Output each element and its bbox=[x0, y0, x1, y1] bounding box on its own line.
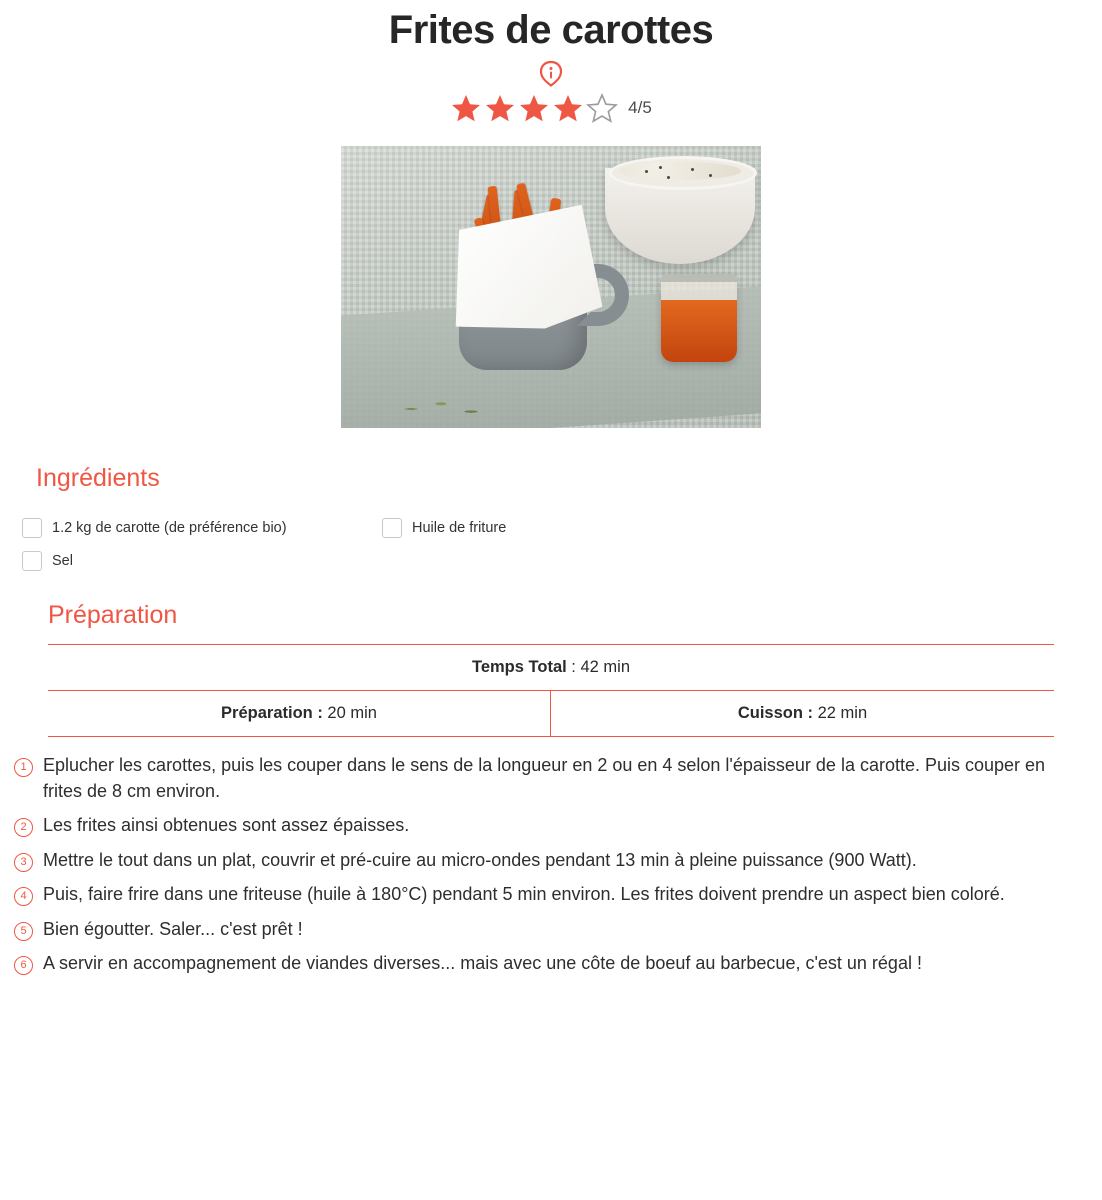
ingredient-label: Huile de friture bbox=[412, 519, 507, 536]
cook-time-value: 22 min bbox=[817, 704, 868, 722]
step-number: 1 bbox=[14, 758, 33, 777]
info-row bbox=[0, 60, 1102, 90]
ingredient-item[interactable] bbox=[22, 551, 382, 571]
step-item bbox=[14, 813, 1068, 839]
recipe-image bbox=[341, 146, 761, 428]
image-jar bbox=[661, 274, 737, 362]
star-icon-2[interactable] bbox=[484, 92, 516, 124]
preparation-heading: Préparation bbox=[48, 601, 178, 629]
step-text: Puis, faire frire dans une friteuse (huile à 180°C) pendant 5 min environ. Les frites doivent prendre un aspect bien coloré. bbox=[43, 884, 1005, 905]
rating[interactable] bbox=[0, 92, 1102, 124]
ingredient-item[interactable] bbox=[382, 518, 642, 538]
ingredient-checkbox[interactable] bbox=[22, 551, 42, 571]
step-text: Bien égoutter. Saler... c'est prêt ! bbox=[43, 918, 303, 939]
step-text: Eplucher les carottes, puis les couper dans le sens de la longueur en 2 ou en 4 selon l'épaisseur de la carotte. Puis couper en frites de 8 cm environ. bbox=[43, 755, 1046, 801]
step-text: A servir en accompagnement de viandes diverses... mais avec une côte de boeuf au barbecue, c'est un régal ! bbox=[43, 953, 922, 974]
image-herbs bbox=[387, 396, 507, 422]
ingredients-heading: Ingrédients bbox=[36, 464, 160, 492]
step-text: Mettre le tout dans un plat, couvrir et pré-cuire au micro-ondes pendant 13 min à pleine puissance (900 Watt). bbox=[43, 849, 917, 870]
step-item bbox=[14, 848, 1068, 874]
total-time-label: Temps Total bbox=[471, 658, 567, 676]
step-item bbox=[14, 882, 1068, 908]
rating-label: 4/5 bbox=[628, 98, 652, 117]
cook-time-label: Cuisson : bbox=[737, 704, 814, 722]
page-title: Frites de carottes bbox=[388, 8, 714, 52]
step-number: 4 bbox=[14, 887, 33, 906]
recipe-image-wrap bbox=[0, 146, 1102, 428]
step-item bbox=[14, 951, 1068, 977]
step-number: 2 bbox=[14, 818, 33, 837]
star-icon-3[interactable] bbox=[518, 92, 550, 124]
ingredient-label: 1.2 kg de carotte (de préférence bio) bbox=[52, 519, 287, 536]
ingredient-item[interactable] bbox=[22, 518, 382, 538]
star-icon-5[interactable] bbox=[586, 92, 618, 124]
step-number: 6 bbox=[14, 956, 33, 975]
step-item bbox=[14, 917, 1068, 943]
ingredient-checkbox[interactable] bbox=[22, 518, 42, 538]
star-icon-4[interactable] bbox=[552, 92, 584, 124]
ingredient-label: Sel bbox=[52, 552, 73, 569]
ingredient-checkbox[interactable] bbox=[382, 518, 402, 538]
total-time-value: 42 min bbox=[580, 658, 631, 676]
steps-list bbox=[14, 753, 1068, 977]
image-sauce bbox=[619, 162, 741, 180]
ingredients-list bbox=[22, 511, 642, 577]
prep-time-value: 20 min bbox=[327, 704, 377, 722]
times-table bbox=[48, 644, 1054, 737]
cook-time-cell bbox=[551, 691, 1054, 736]
prep-time-label: Préparation : bbox=[221, 704, 323, 722]
total-time-row: Temps Total : 42 min bbox=[48, 645, 1054, 691]
step-number: 5 bbox=[14, 922, 33, 941]
step-text: Les frites ainsi obtenues sont assez épaisses. bbox=[43, 815, 410, 836]
star-icon-1[interactable] bbox=[450, 92, 482, 124]
prep-time-cell bbox=[48, 691, 551, 736]
step-number: 3 bbox=[14, 853, 33, 872]
info-icon[interactable] bbox=[538, 60, 564, 88]
step-item bbox=[14, 753, 1068, 804]
